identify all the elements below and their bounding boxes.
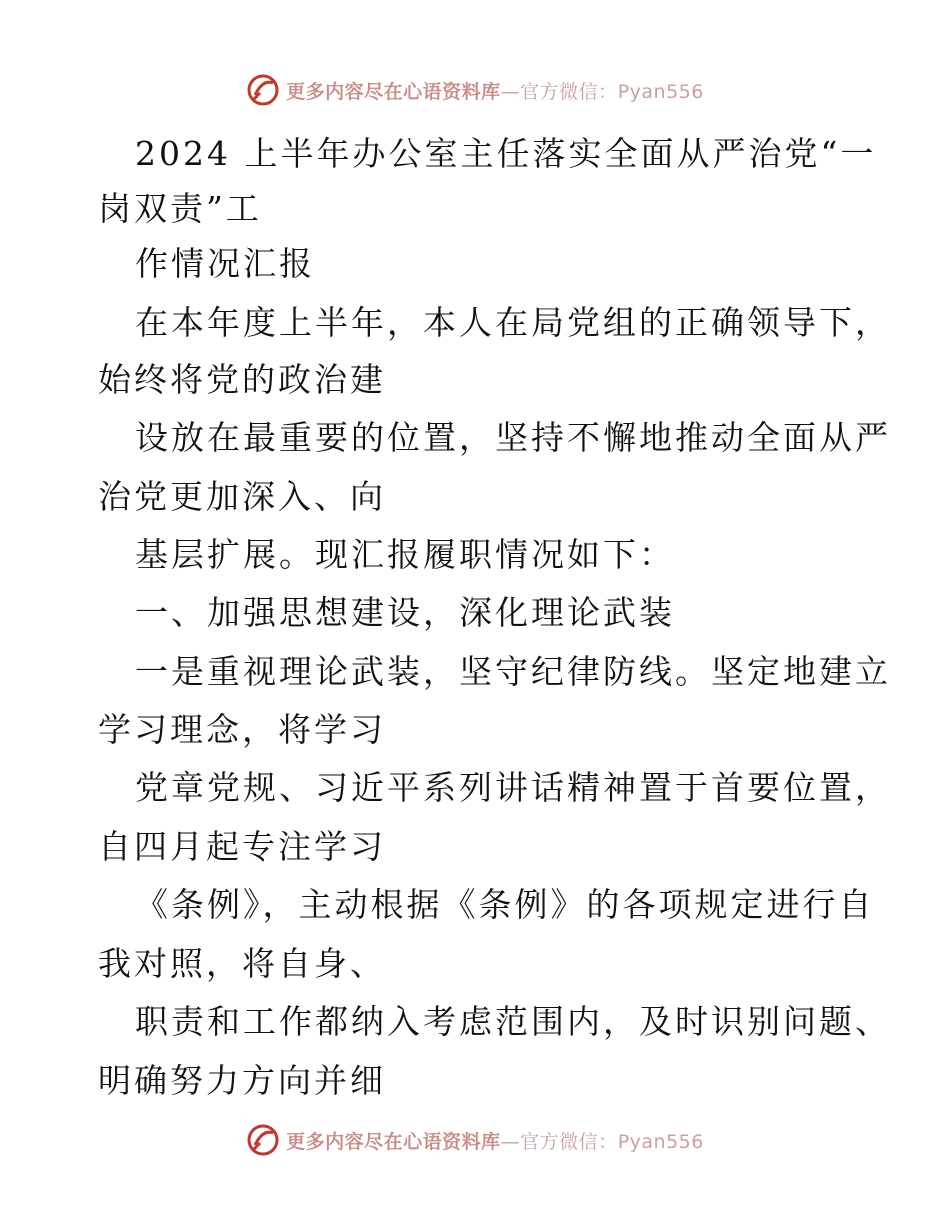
header-watermark [0, 70, 950, 110]
section-heading: 一、加强思想建设，深化理论武装 [135, 593, 675, 632]
paragraph-line: 在本年度上半年，本人在局党组的正确领导下， [135, 303, 891, 342]
paragraph-line: 职责和工作都纳入考虑范围内，及时识别问题、 [135, 1002, 891, 1041]
watermark-text: 更多内容尽在心语资料库—官方微信：Pyan556 [286, 1130, 704, 1153]
paragraph-line: 设放在最重要的位置，坚持不懈地推动全面从严 [135, 418, 891, 457]
paragraph-line: 《条例》，主动根据《条例》的各项规定进行自 [135, 885, 875, 924]
paragraph-line: 党章党规、习近平系列讲话精神置于首要位置， [135, 768, 891, 807]
watermark-text: 更多内容尽在心语资料库—官方微信：Pyan556 [286, 80, 704, 103]
paragraph-line: 基层扩展。现汇报履职情况如下： [135, 535, 675, 574]
brand-logo-icon [246, 1123, 280, 1157]
paragraph-line: 一是重视理论武装，坚守纪律防线。坚定地建立 [135, 652, 891, 691]
paragraph-line: 学习理念，将学习 [98, 710, 386, 749]
doc-title-line: 岗双责”工 [98, 189, 262, 228]
paragraph-line: 明确努力方向并细 [98, 1061, 386, 1100]
doc-title-line: 作情况汇报 [135, 244, 315, 283]
doc-title-line: 2024 上半年办公室主任落实全面从严治党“一 [135, 134, 877, 173]
paragraph-line: 治党更加深入、向 [98, 477, 386, 516]
brand-logo-icon [246, 73, 280, 107]
paragraph-line: 自四月起专注学习 [98, 827, 386, 866]
paragraph-line: 我对照，将自身、 [98, 944, 386, 983]
footer-watermark [0, 1120, 950, 1160]
paragraph-line: 始终将党的政治建 [98, 360, 386, 399]
